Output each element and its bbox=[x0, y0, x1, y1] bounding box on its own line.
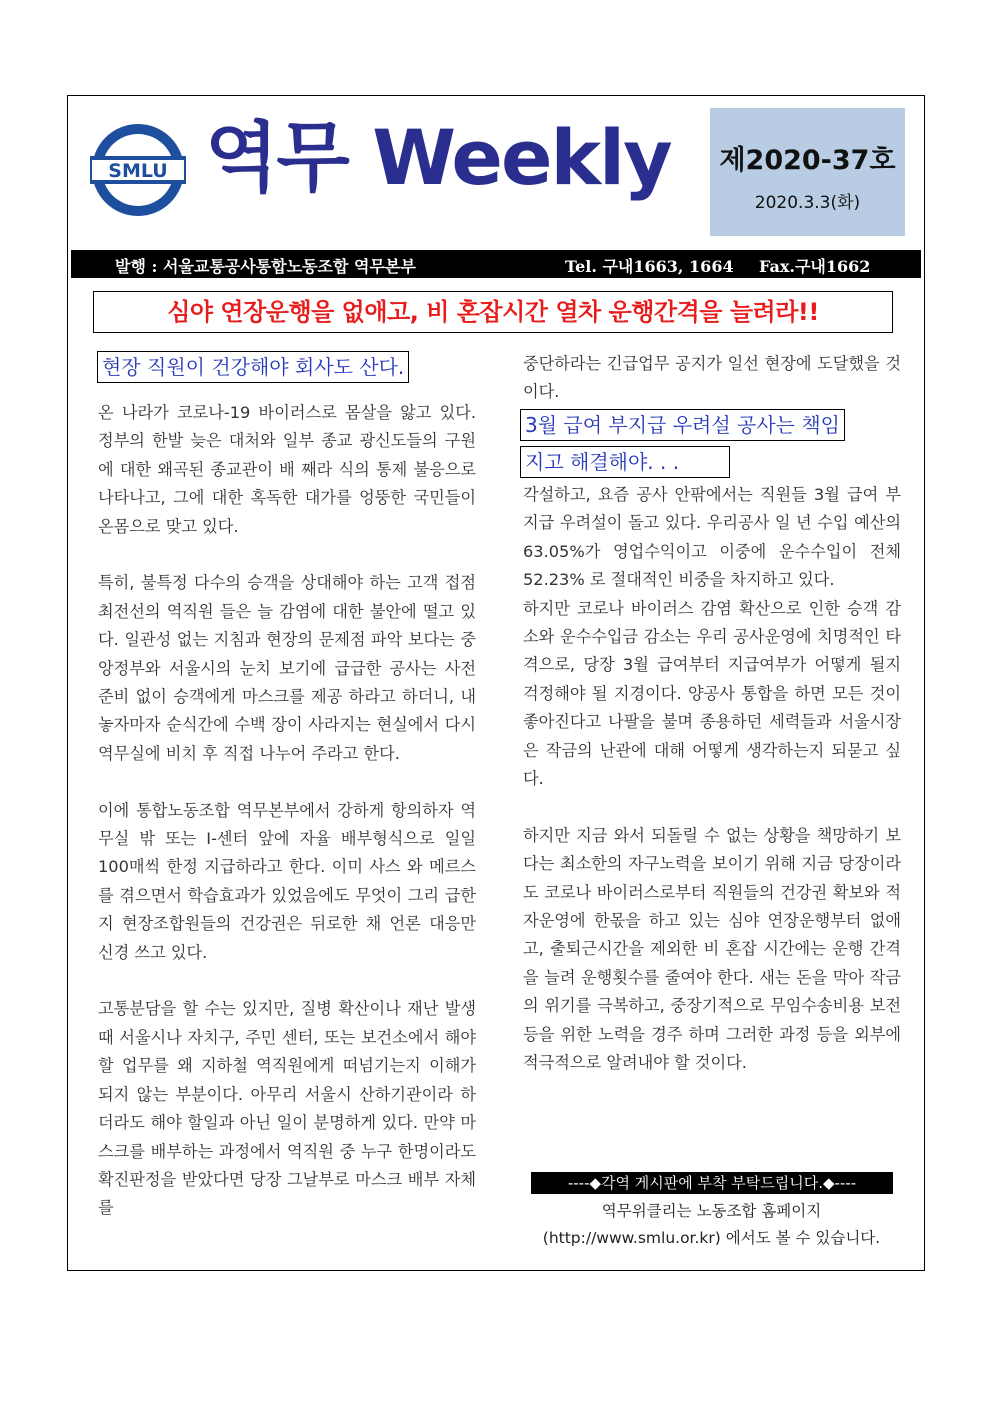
right-column bbox=[523, 481, 901, 1078]
notice-line-2: (http://www.smlu.or.kr) 에서도 볼 수 있습니다. bbox=[542, 1229, 881, 1247]
publisher: 발행 : 서울교통공사통합노동조합 역무본부 bbox=[115, 257, 416, 276]
left-subhead: 현장 직원이 건강해야 회사도 산다. bbox=[97, 351, 409, 383]
right-continuation: 중단하라는 긴급업무 공지가 일선 현장에 도달했을 것이다. bbox=[523, 354, 901, 402]
smlu-logo bbox=[88, 120, 188, 220]
notice-bar: ----◆각역 게시판에 부착 부탁드립니다.◆---- bbox=[531, 1172, 893, 1194]
right-subhead-line1: 3월 급여 부지급 우려설 공사는 책임 bbox=[520, 409, 845, 441]
issue-number: 제2020-37호 bbox=[719, 145, 896, 176]
notice-line-1: 역무위클리는 노동조합 홈페이지 bbox=[601, 1202, 822, 1220]
right-continuation-block bbox=[523, 350, 901, 407]
right-subhead-line2: 지고 해결해야. . . bbox=[520, 446, 730, 478]
issue-box bbox=[710, 108, 905, 236]
main-headline: 심야 연장운행을 없애고, 비 혼잡시간 열차 운행간격을 늘려라!! bbox=[93, 291, 893, 333]
fax: Fax.구내1662 bbox=[759, 257, 871, 276]
right-paragraph-3: 하지만 지금 와서 되돌릴 수 없는 상황을 책망하기 보다는 최소한의 자구노력을 보이기 위해 지금 당장이라도 코로나 바이러스로부터 직원들의 건강권 확보와 적자운영에 한몫을 하고 있는 심야 연장운행부터 없애고, 출퇴근시간을 제외한 비 혼잡 시간에는 운행 간격을 늘려 운행횟수를 줄여야 한다. 새는 돈을 막아 작금의 위기를 극복하고, 중장기적으로 무임수송비용 보전 등을 위한 노력을 경주 하며 그러한 과정 등을 외부에 적극적으로 알려내야 할 것이다. bbox=[523, 825, 901, 1073]
left-paragraph-4: 고통분담을 할 수는 있지만, 질병 확산이나 재난 발생때 서울시나 자치구, 주민 센터, 또는 보건소에서 해야 할 업무를 왜 지하철 역직원에게 떠넘기는지 이해가 되지 않는 부분이다. 아무리 서울시 산하기관이라 하더라도 해야 할일과 아닌 일이 분명하게 있다. 만약 마스크를 배부하는 과정에서 역직원 중 누구 한명이라도 확진판정을 받았다면 당장 그날부로 마스크 배부 자체를 bbox=[98, 999, 476, 1218]
newsletter-title: 역무 Weekly bbox=[205, 113, 671, 202]
right-paragraph-1: 각설하고, 요즘 공사 안팎에서는 직원들 3월 급여 부지급 우려설이 돌고 있다. 우리공사 일 년 수입 예산의 63.05%가 영업수익이고 이중에 운수수입이 전체 52.23% 로 절대적인 비중을 차지하고 있다. bbox=[523, 485, 901, 590]
publisher-bar bbox=[71, 250, 921, 278]
right-paragraph-2: 하지만 코로나 바이러스 감염 확산으로 인한 승객 감소와 운수수입금 감소는 우리 공사운영에 치명적인 타격으로, 당장 3월 급여부터 지급여부가 어떻게 될지 걱정해야 될 지경이다. 양공사 통합을 하면 모든 것이 좋아진다고 나팔을 불며 종용하던 세력들과 서울시장은 작금의 난관에 대해 어떻게 생각하는지 되묻고 싶다. bbox=[523, 598, 901, 789]
logo-text: SMLU bbox=[108, 160, 168, 182]
left-column bbox=[98, 399, 476, 1223]
left-paragraph-2: 특히, 불특정 다수의 승객을 상대해야 하는 고객 접점 최전선의 역직원 들은 늘 감염에 대한 불안에 떨고 있다. 일관성 없는 지침과 현장의 문제점 파악 보다는 중앙정부와 서울시의 눈치 보기에 급급한 공사는 사전 준비 없이 승객에게 마스크를 제공 하라고 하더니, 내놓자마자 순식간에 수백 장이 사라지는 현실에서 다시 역무실에 비치 후 직접 나누어 주라고 한다. bbox=[98, 573, 476, 763]
tel: Tel. 구내1663, 1664 bbox=[565, 257, 734, 276]
issue-date: 2020.3.3(화) bbox=[754, 193, 861, 213]
left-paragraph-1: 온 나라가 코로나-19 바이러스로 몸살을 앓고 있다. 정부의 한발 늦은 대처와 일부 종교 광신도들의 구원에 대한 왜곡된 종교관이 배 째라 식의 통제 불응으로 나타나고, 그에 대한 혹독한 대가를 엉뚱한 국민들이 온몸으로 맞고 있다. bbox=[98, 403, 476, 536]
left-paragraph-3: 이에 통합노동조합 역무본부에서 강하게 항의하자 역무실 밖 또는 I-센터 앞에 자율 배부형식으로 일일 100매씩 한정 지급하라고 한다. 이미 사스 와 메르스를 겪으면서 학습효과가 있었음에도 무엇이 그리 급한지 현장조합원들의 건강권은 뒤로한 채 언론 대응만 신경 쓰고 있다. bbox=[98, 800, 476, 962]
